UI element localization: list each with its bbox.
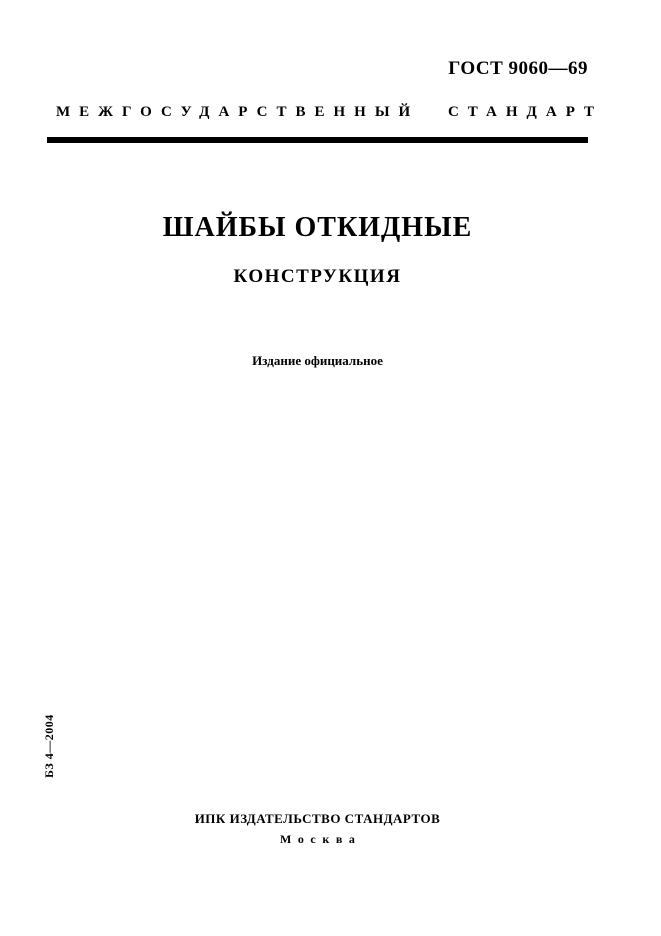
page-title: ШАЙБЫ ОТКИДНЫЕ [162,212,473,243]
publisher-block [47,811,588,847]
header-rule [47,137,588,143]
side-registration-code: БЗ 4—2004 [42,714,56,778]
publisher-city: Москва [280,832,362,846]
page-content [47,0,604,936]
page-subtitle: КОНСТРУКЦИЯ [233,266,402,287]
document-number: ГОСТ 9060—69 [448,58,588,79]
publisher-name: ИПК ИЗДАТЕЛЬСТВО СТАНДАРТОВ [194,811,441,826]
edition-note: Издание официальное [252,353,383,368]
standard-type-heading: МЕЖГОСУДАРСТВЕННЫЙ СТАНДАРТ [56,104,604,120]
